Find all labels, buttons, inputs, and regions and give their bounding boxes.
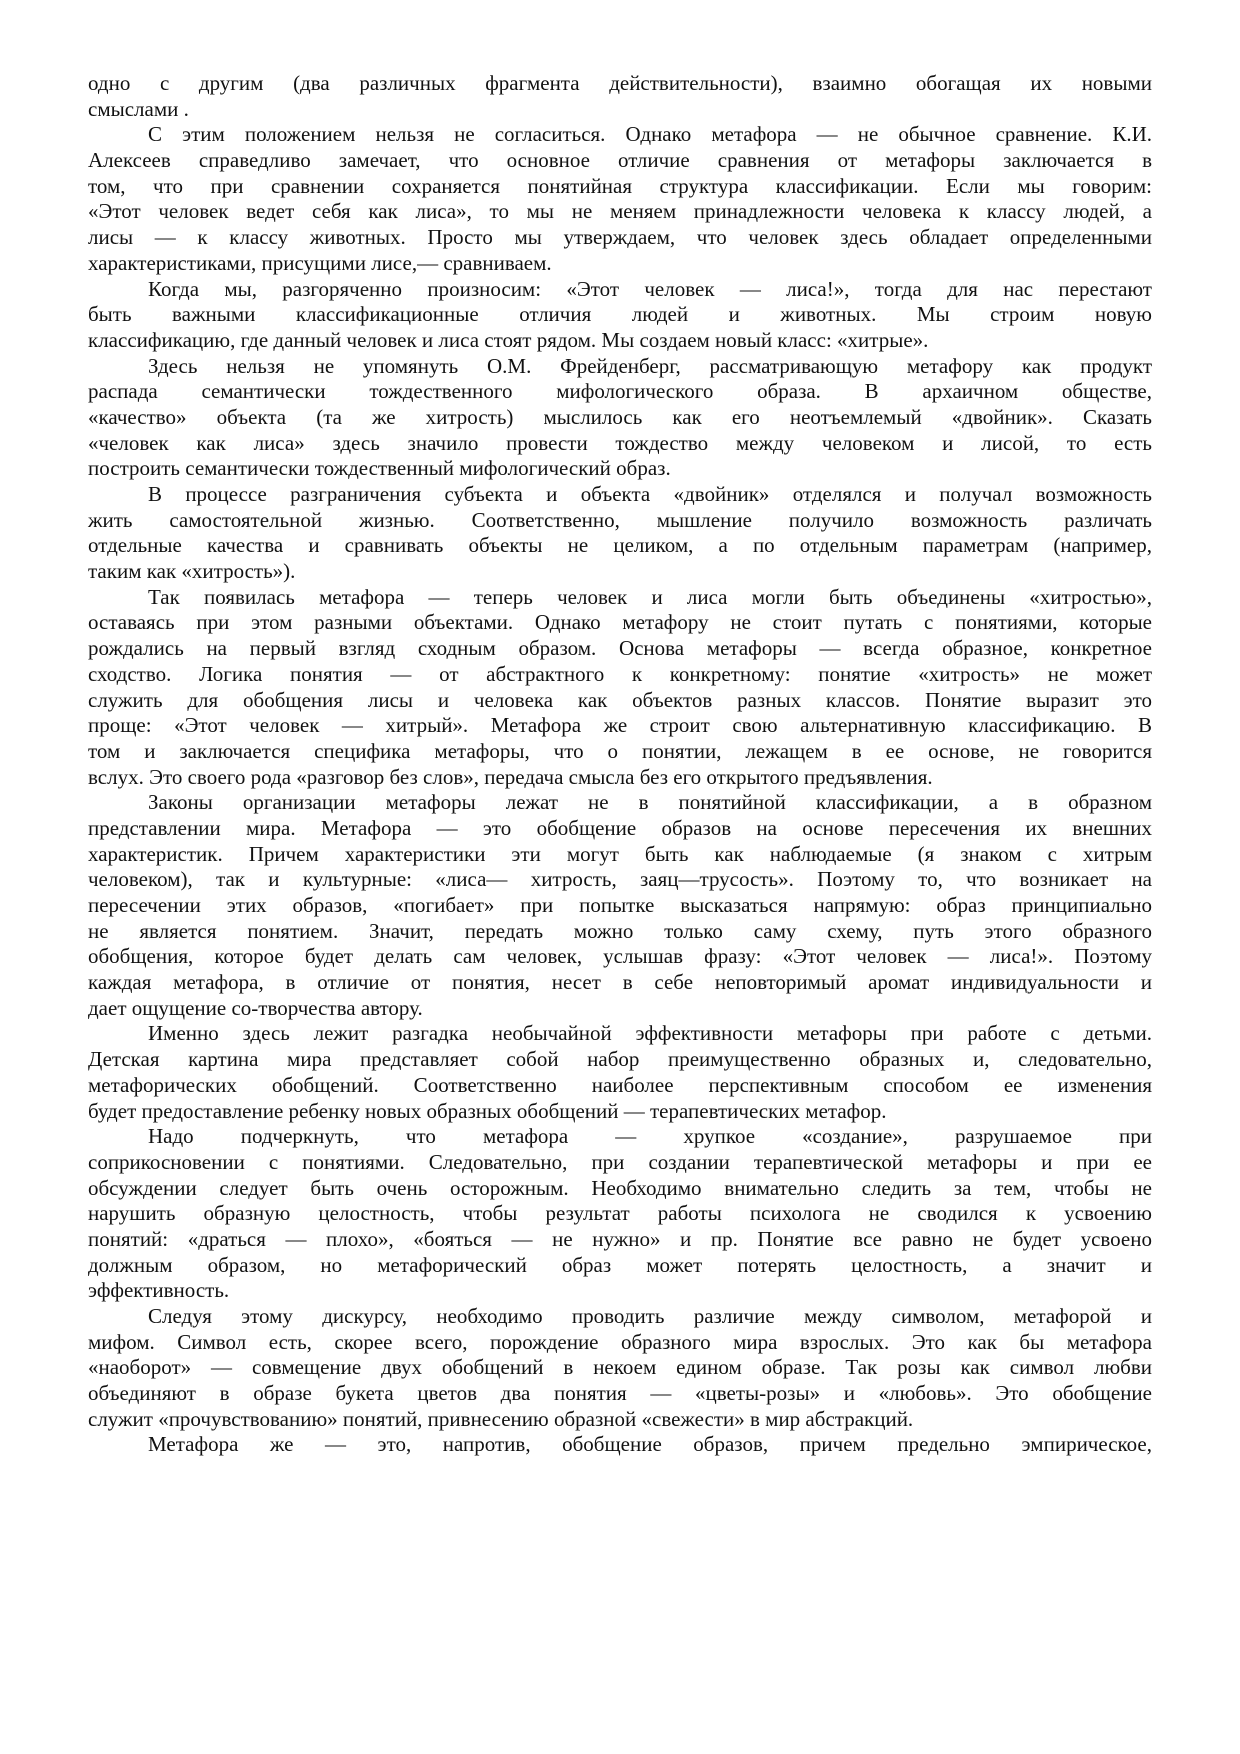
text-line: вслух. Это своего рода «разговор без слов», передача смысла без его открытого предъявления. [88,764,933,789]
text-line: будет предоставление ребенку новых образных обобщений — терапевтических метафор. [88,1098,887,1123]
text-line: Здесь нельзя не упомянуть О.М. Фрейденберг, рассматривающую метафору как продукт [148,353,1152,378]
paragraph [88,122,1152,276]
paragraph [88,482,1152,585]
text-line: том и заключается специфика метафоры, что о понятии, лежащем в ее основе, не говорится [88,738,1152,763]
text-line: мифом. Символ есть, скорее всего, порождение образного мира взрослых. Это как бы метафора [88,1329,1152,1354]
text-line: пересечении этих образов, «погибает» при попытке высказаться напрямую: образ принципиально [88,893,1152,917]
text-line: сходство. Логика понятия — от абстрактного к конкретному: понятие «хитрость» не может [88,661,1152,686]
text-line: лисы — к классу животных. Просто мы утверждаем, что человек здесь обладает определенными [88,225,1152,250]
text-line: соприкосновении с понятиями. Следовательно, при создании терапевтической метафоры и при ее [88,1149,1152,1174]
text-line: метафорических обобщений. Соответственно наиболее перспективным способом ее изменения [88,1072,1152,1097]
text-line: Следуя этому дискурсу, необходимо проводить различие между символом, метафорой и [148,1304,1152,1328]
text-line: построить семантически тождественный мифологический образ. [88,456,671,481]
paragraph [88,71,1152,122]
paragraph [88,1021,1152,1124]
text-line: Детская картина мира представляет собой набор преимущественно образных и, следовательно, [88,1047,1152,1072]
text-line: жить самостоятельной жизнью. Соответственно, мышление получило возможность различать [88,507,1152,532]
paragraph [88,354,1152,482]
paragraph [88,1432,1152,1458]
text-line: служить для обобщения лисы и человека как объектов разных классов. Понятие выразит это [88,687,1152,712]
text-line: представлении мира. Метафора — это обобщение образов на основе пересечения их внешних [88,815,1152,840]
text-line: одно с другим (два различных фрагмента действительности), взаимно обогащая их новыми [88,71,1152,95]
text-line: смыслами . [88,96,189,121]
text-line: объединяют в образе букета цветов два понятия — «цветы-розы» и «любовь». Это обобщение [88,1381,1152,1406]
text-line: отдельные качества и сравнивать объекты не целиком, а по отдельным параметрам (например, [88,533,1152,558]
text-line: «качество» объекта (та же хитрость) мыслилось как его неотъемлемый «двойник». Сказать [88,404,1152,429]
text-line: проще: «Этот человек — хитрый». Метафора же строит свою альтернативную классификацию. В [88,713,1152,738]
text-line: том, что при сравнении сохраняется понятийная структура классификации. Если мы говорим: [88,173,1152,198]
text-line: обсуждении следует быть очень осторожным. Необходимо внимательно следить за тем, чтобы не [88,1175,1152,1200]
text-line: В процессе разграничения субъекта и объекта «двойник» отделялся и получал возможность [148,482,1152,506]
text-line: характеристик. Причем характеристики эти могут быть как наблюдаемые (я знаком с хитрым [88,841,1152,866]
text-line: каждая метафора, в отличие от понятия, несет в себе неповторимый аромат индивидуальности и [88,970,1152,995]
text-line: С этим положением нельзя не согласиться. Однако метафора — не обычное сравнение. К.И. [148,122,1152,147]
document-page [88,71,1152,1458]
text-line: таким как «хитрость»). [88,559,296,584]
text-line: Именно здесь лежит разгадка необычайной эффективности метафоры при работе с детьми. [148,1021,1152,1046]
paragraph [88,1124,1152,1304]
paragraph [88,585,1152,791]
text-line: Когда мы, разгоряченно произносим: «Этот человек — лиса!», тогда для нас перестают [148,276,1152,301]
text-line: классификацию, где данный человек и лиса стоят рядом. Мы создаем новый класс: «хитрые». [88,327,929,352]
text-line: быть важными классификационные отличия людей и животных. Мы строим новую [88,302,1152,327]
text-line: характеристиками, присущими лисе,— сравниваем. [88,250,552,275]
text-line: рождались на первый взгляд сходным образом. Основа метафоры — всегда образное, конкретное [88,636,1152,661]
paragraph [88,790,1152,1021]
text-line: эффективность. [88,1278,230,1303]
paragraph [88,1304,1152,1432]
text-line: человеком), так и культурные: «лиса— хитрость, заяц—трусость». Поэтому то, что возникает на [88,867,1152,892]
text-line: Так появилась метафора — теперь человек и лиса могли быть объединены «хитростью», [148,584,1152,609]
text-line: Алексеев справедливо замечает, что основное отличие сравнения от метафоры заключается в [88,148,1152,173]
text-line: обобщения, которое будет делать сам человек, услышав фразу: «Этот человек — лиса!». Поэтому [88,944,1152,969]
paragraph [88,277,1152,354]
text-line: должным образом, но метафорический образ может потерять целостность, а значит и [88,1252,1152,1277]
text-line: Законы организации метафоры лежат не в понятийной классификации, а в образном [148,790,1152,815]
text-line: понятий: «драться — плохо», «бояться — не нужно» и пр. Понятие все равно не будет усвоено [88,1226,1152,1251]
text-line: не является понятием. Значит, передать можно только саму схему, путь этого образного [88,918,1152,943]
text-line: оставаясь при этом разными объектами. Однако метафору не стоит путать с понятиями, которые [88,610,1152,635]
text-line: «Этот человек ведет себя как лиса», то мы не меняем принадлежности человека к классу людей, а [88,199,1152,224]
text-line: распада семантически тождественного мифологического образа. В архаичном обществе, [88,379,1152,404]
text-line: нарушить образную целостность, чтобы результат работы психолога не сводился к усвоению [88,1201,1152,1226]
text-line: «человек как лиса» здесь значило провести тождество между человеком и лисой, то есть [88,430,1152,455]
text-line: дает ощущение со-творчества автору. [88,995,423,1020]
text-line: служит «прочувствованию» понятий, привнесению образной «свежести» в мир абстракций. [88,1406,914,1431]
text-line: «наоборот» — совмещение двух обобщений в некоем едином образе. Так розы как символ любви [88,1355,1152,1380]
text-line: Метафора же — это, напротив, обобщение образов, причем предельно эмпирическое, [148,1432,1152,1457]
text-line: Надо подчеркнуть, что метафора — хрупкое «создание», разрушаемое при [148,1124,1152,1149]
